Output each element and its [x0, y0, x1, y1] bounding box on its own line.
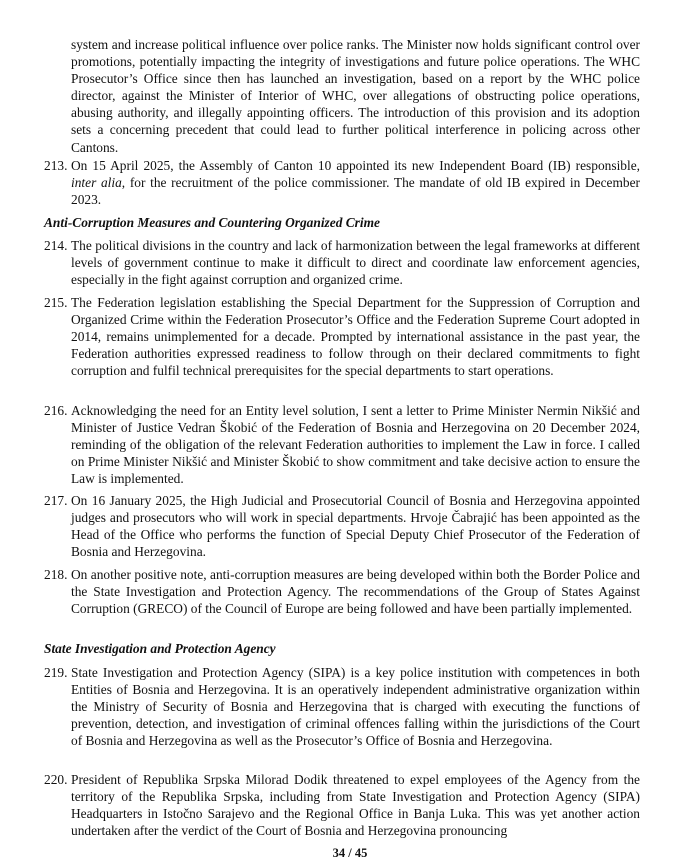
paragraph-215 [44, 294, 640, 379]
paragraph-text: President of Republika Srpska Milorad Dodik threatened to expel employees of the Agency from the territory of the Republika Srpska, including from State Investigation and Protection Agency (SIPA) Headquarters in Istočno Sarajevo and the Regional Office in Banja Luka. This was yet another action undertaken after the verdict of the Court of Bosnia and Herzegovina pronouncing [71, 772, 640, 839]
paragraph-213 [44, 157, 640, 208]
paragraph-220 [44, 771, 640, 839]
paragraph-text-part: , for the recruitment of the police commissioner. The mandate of old IB expired in December 2023. [71, 175, 640, 208]
paragraph-number: 218. [44, 567, 68, 582]
paragraph-text [71, 157, 640, 208]
section-heading-anti-corruption: Anti-Corruption Measures and Countering Organized Crime [44, 215, 380, 230]
paragraph-217 [44, 492, 640, 560]
paragraph-219 [44, 664, 640, 749]
paragraph-text: The political divisions in the country and lack of harmonization between the legal frameworks at different levels of government continue to make it difficult to direct and coordinate law enforcement agencies, especially in the fight against corruption and organized crime. [71, 238, 640, 288]
paragraph-214 [44, 237, 640, 288]
paragraph-text: Acknowledging the need for an Entity level solution, I sent a letter to Prime Minister Nermin Nikšić and Minister of Justice Vedran Škobić of the Federation of Bosnia and Herzegovina on 20 December 2024, reminding of the obligation of the relevant Federation authorities to implement the Law in force. I called on Prime Minister Nikšić and Minister Škobić to show commitment and take decisive action to ensure the Law is implemented. [71, 403, 640, 487]
paragraph-number: 215. [44, 295, 68, 310]
paragraph-number: 220. [44, 772, 68, 787]
paragraph-number: 214. [44, 238, 68, 253]
paragraph-text: On 16 January 2025, the High Judicial and Prosecutorial Council of Bosnia and Herzegovina appointed judges and prosecutors who will work in special departments. Hrvoje Čabrajić has been appointed as the Head of the Office who performs the function of Special Deputy Chief Prosecutor of the Federation of Bosnia and Herzegovina. [71, 493, 640, 560]
paragraph-218 [44, 566, 640, 617]
paragraph-text: On another positive note, anti-corruption measures are being developed within both the Border Police and the State Investigation and Protection Agency. The recommendations of the Group of States Against Corruption (GRECO) of the Council of Europe are being followed and have been partially implemented. [71, 567, 640, 617]
paragraph-text: The Federation legislation establishing the Special Department for the Suppression of Corruption and Organized Crime within the Federation Prosecutor’s Office and the Federation Supreme Court adopted in 2014, remains unimplemented for a decade. Prompted by international assistance in the past year, the Federation authorities expressed readiness to follow through on their declared commitments to fight corruption and fulfil technical prerequisites for the special departments to start operations. [71, 295, 640, 379]
continuation-paragraph: system and increase political influence over police ranks. The Minister now holds significant control over promotions, potentially impacting the integrity of investigations and future police operations. The WHC Prosecutor’s Office since then has launched an investigation, based on a report by the WHC police director, against the Minister of Interior of WHC, over allegations of obstructing police operations, abusing authority, and illegally appointing officers. The introduction of this provision and its adoption sets a concerning precedent that could lead to further political interference in policing across other Cantons. [71, 37, 640, 155]
italic-term: inter alia [71, 175, 122, 191]
section-heading-sipa: State Investigation and Protection Agency [44, 641, 276, 656]
paragraph-number: 219. [44, 665, 68, 680]
paragraph-text-part: On 15 April 2025, the Assembly of Canton 10 appointed its new Independent Board (IB) responsible, [71, 158, 640, 173]
paragraph-number: 217. [44, 493, 68, 508]
paragraph-number: 213. [44, 158, 68, 173]
paragraph-text: State Investigation and Protection Agency (SIPA) is a key police institution with competences in both Entities of Bosnia and Herzegovina. It is an operatively independent administrative organization within the Ministry of Security of Bosnia and Herzegovina that is charged with executing the functions of prevention, detection, and investigation of criminal offences falling within the jurisdictions of the Court of Bosnia and Herzegovina as well as the Prosecutor’s Office of Bosnia and Herzegovina. [71, 665, 640, 749]
page-number: 34 / 45 [332, 846, 368, 860]
paragraph-number: 216. [44, 403, 68, 418]
paragraph-216 [44, 402, 640, 487]
